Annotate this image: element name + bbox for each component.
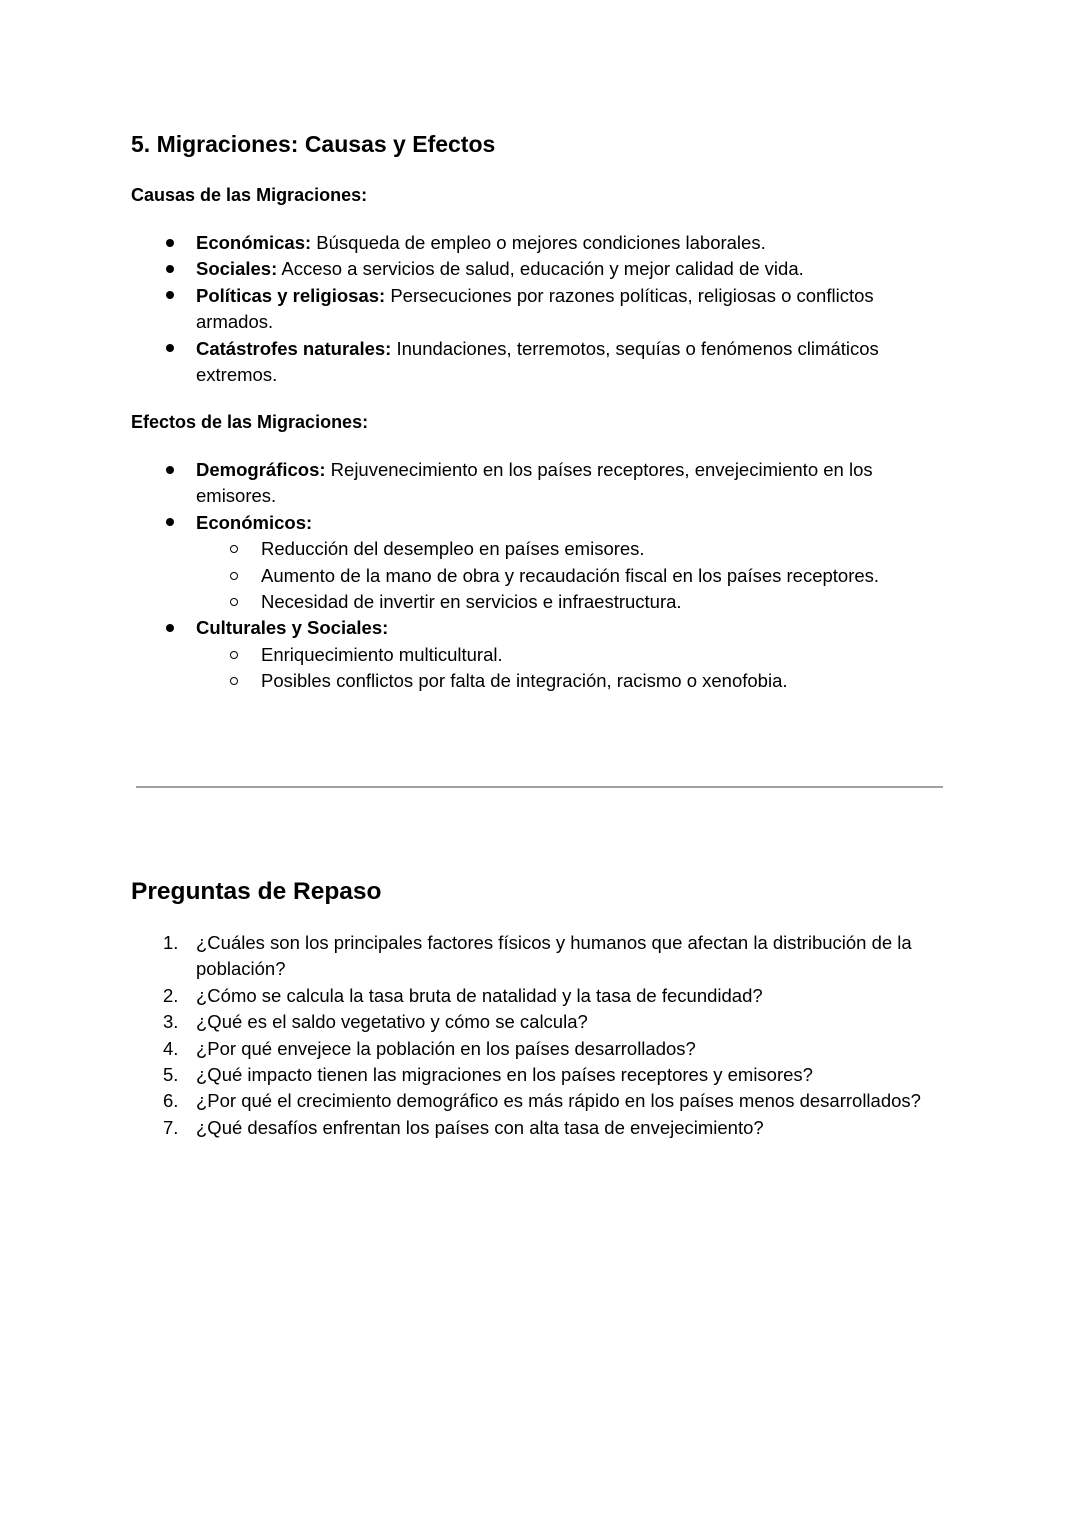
sublist	[196, 536, 951, 615]
item-label: Sociales:	[196, 258, 278, 280]
item-text: Búsqueda de empleo o mejores condiciones laborales.	[311, 232, 766, 253]
list-item	[131, 457, 951, 510]
item-text: Acceso a servicios de salud, educación y mejor calidad de vida.	[277, 258, 804, 280]
horizontal-divider	[136, 786, 943, 788]
circle-bullet-icon	[230, 545, 238, 553]
question-text: ¿Qué desafíos enfrentan los países con alta tasa de envejecimiento?	[196, 1116, 764, 1138]
question-number: 3.	[163, 1011, 179, 1033]
question-number: 5.	[163, 1064, 179, 1086]
question-item	[131, 1088, 951, 1114]
question-item	[131, 1036, 951, 1062]
item-label: Económicas:	[196, 232, 312, 253]
bullet-icon	[166, 283, 186, 309]
item-label: Políticas y religiosas:	[196, 284, 386, 306]
question-text: ¿Cuáles son los principales factores físicos y humanos que afectan la distribución de la población?	[196, 932, 912, 980]
bullet-icon	[166, 336, 186, 362]
circle-bullet-icon	[230, 677, 238, 685]
subitem-text: Aumento de la mano de obra y recaudación fiscal en los países receptores.	[261, 564, 880, 586]
circle-bullet-icon	[230, 598, 238, 606]
item-label: Culturales y Sociales:	[196, 617, 389, 639]
list-item	[131, 615, 951, 694]
item-text: Inundaciones, terremotos, sequías o fenómenos climáticos extremos.	[196, 337, 879, 386]
item-label: Económicos:	[196, 511, 313, 533]
subitem-text: Reducción del desempleo en países emisores.	[261, 538, 645, 560]
question-item	[131, 983, 951, 1009]
efectos-heading: Efectos de las Migraciones:	[131, 412, 369, 432]
repaso-title: Preguntas de Repaso	[131, 878, 382, 905]
sublist	[196, 642, 951, 695]
question-number: 1.	[163, 932, 179, 953]
question-text: ¿Cómo se calcula la tasa bruta de natalidad y la tasa de fecundidad?	[196, 984, 763, 1006]
section-title: 5. Migraciones: Causas y Efectos	[131, 131, 496, 157]
causas-list	[131, 230, 951, 388]
item-text: Rejuvenecimiento en los países receptores, envejecimiento en los emisores.	[196, 459, 873, 507]
bullet-icon	[166, 510, 186, 536]
question-text: ¿Qué es el saldo vegetativo y cómo se calcula?	[196, 1011, 588, 1033]
question-text: ¿Qué impacto tienen las migraciones en los países receptores y emisores?	[196, 1064, 813, 1086]
subitem-text: Posibles conflictos por falta de integración, racismo o xenofobia.	[261, 670, 788, 692]
circle-bullet-icon	[230, 651, 238, 659]
question-item	[131, 1009, 951, 1035]
subitem-text: Necesidad de invertir en servicios e infraestructura.	[261, 591, 682, 613]
list-item	[131, 256, 951, 282]
list-item	[131, 230, 951, 256]
circle-bullet-icon	[230, 572, 238, 580]
item-label: Catástrofes naturales:	[196, 337, 392, 359]
question-number: 4.	[163, 1037, 179, 1059]
question-number: 6.	[163, 1090, 179, 1112]
question-number: 7.	[163, 1116, 179, 1138]
list-item	[131, 336, 951, 389]
list-item	[131, 283, 951, 336]
question-item	[131, 930, 951, 983]
bullet-icon	[166, 615, 186, 641]
question-item	[131, 1115, 951, 1141]
item-label: Demográficos:	[196, 459, 326, 480]
sublist-item	[196, 642, 951, 668]
bullet-icon	[166, 230, 186, 256]
bullet-icon	[166, 256, 186, 282]
bullet-icon	[166, 457, 186, 483]
sublist-item	[196, 668, 951, 694]
causas-heading: Causas de las Migraciones:	[131, 185, 368, 205]
sublist-item	[196, 589, 951, 615]
question-number: 2.	[163, 984, 179, 1006]
sublist-item	[196, 563, 951, 589]
list-item	[131, 510, 951, 616]
subitem-text: Enriquecimiento multicultural.	[261, 643, 503, 665]
question-item	[131, 1062, 951, 1088]
preguntas-list	[131, 930, 951, 1141]
sublist-item	[196, 536, 951, 562]
question-text: ¿Por qué envejece la población en los países desarrollados?	[196, 1037, 696, 1059]
question-text: ¿Por qué el crecimiento demográfico es más rápido en los países menos desarrollados?	[196, 1090, 921, 1112]
item-text: Persecuciones por razones políticas, religiosas o conflictos armados.	[196, 284, 874, 333]
efectos-list	[131, 457, 951, 695]
